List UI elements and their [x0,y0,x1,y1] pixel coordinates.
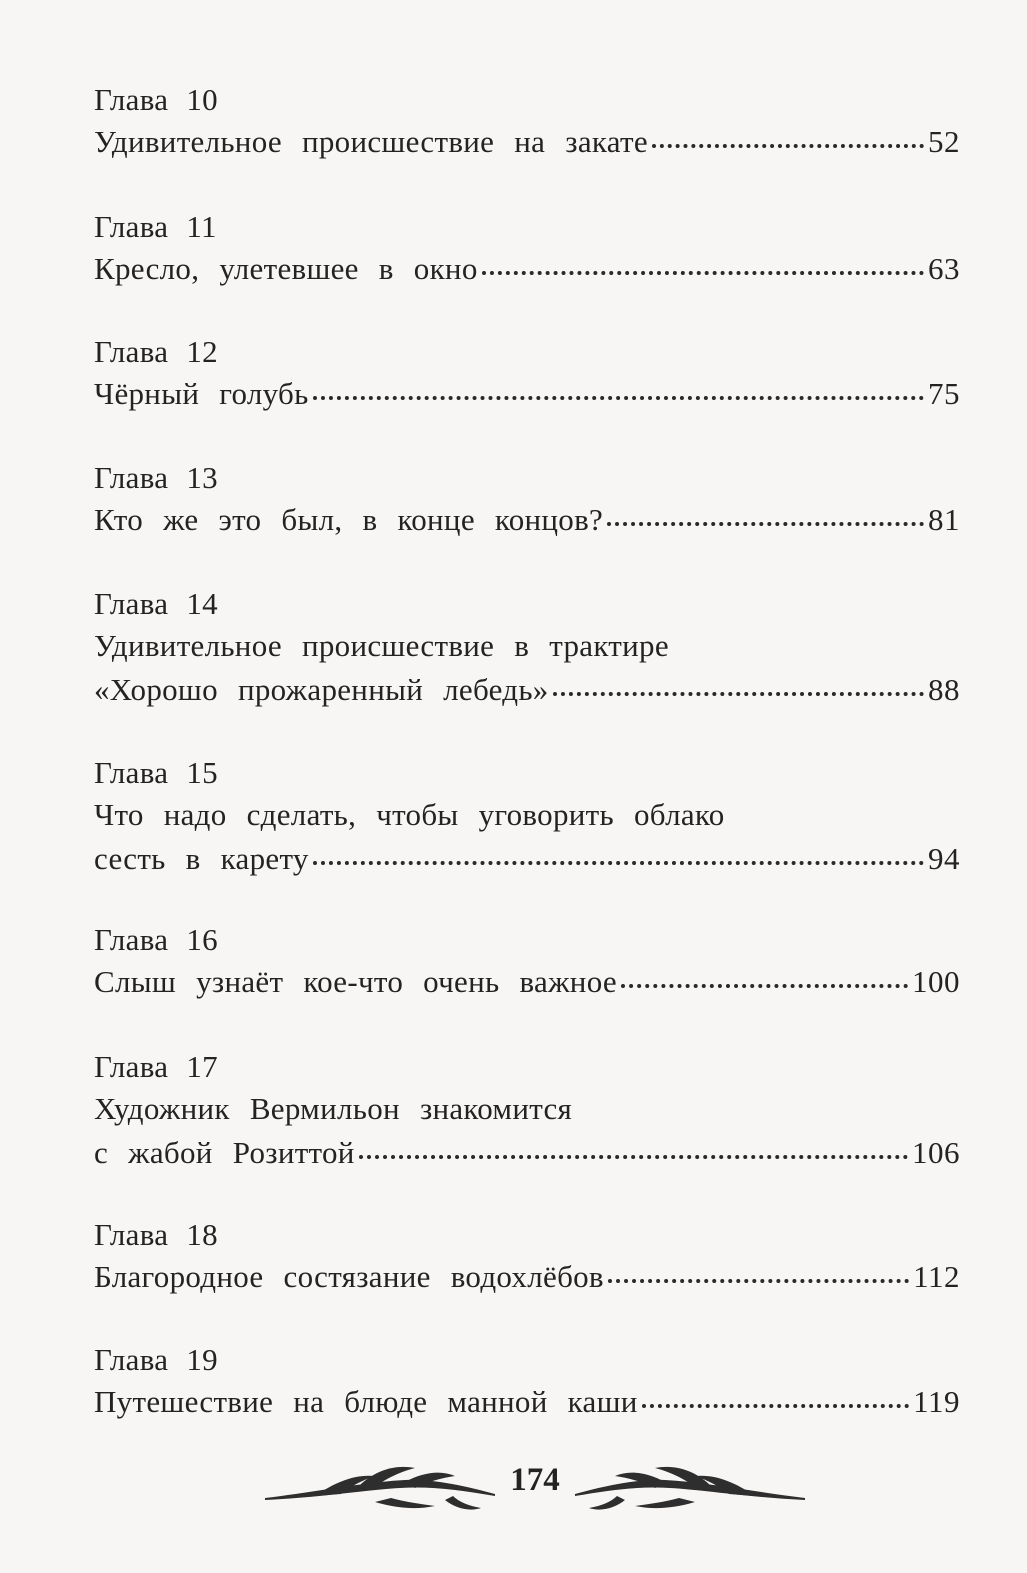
chapter-title: Удивительное происшествие на закате [94,124,648,159]
chapter-title: «Хорошо прожаренный лебедь» [94,672,549,707]
dot-leader [621,984,908,988]
chapter-title: Слыш узнаёт кое-что очень важное [94,964,617,999]
page-number: 174 [510,1462,560,1498]
toc-line[interactable] [94,1255,960,1299]
page-ref: 106 [912,1135,960,1170]
toc-line[interactable] [94,498,960,542]
toc-line[interactable] [94,120,960,164]
chapter-title: Кресло, улетевшее в окно [94,251,478,286]
chapter-title: Благородное состязание водохлёбов [94,1259,604,1294]
dot-leader [608,1279,909,1283]
chapter-heading: Глава 13 [94,460,218,495]
page-ref: 81 [928,502,960,537]
dot-leader [482,271,924,275]
chapter-heading: Глава 18 [94,1217,218,1252]
chapter-title-line: Удивительное происшествие в трактире [94,628,669,663]
dot-leader [313,861,924,865]
chapter-heading: Глава 16 [94,922,218,957]
toc-line[interactable] [94,372,960,416]
dot-leader [313,396,924,400]
page-ref: 94 [928,841,960,876]
toc-line[interactable] [94,1380,960,1424]
chapter-heading: Глава 14 [94,586,218,621]
page-ref: 63 [928,251,960,286]
chapter-heading: Глава 19 [94,1342,218,1377]
toc-line[interactable] [94,247,960,291]
page-ref: 75 [928,376,960,411]
chapter-title: Кто же это был, в конце концов? [94,502,604,537]
page-footer [255,1452,815,1522]
toc-line[interactable] [94,668,960,712]
chapter-heading: Глава 15 [94,755,218,790]
toc-entry-chapter-11 [94,207,960,291]
chapter-heading: Глава 11 [94,209,217,244]
chapter-title: сесть в карету [94,841,309,876]
page-ref: 112 [913,1259,960,1294]
chapter-title: Чёрный голубь [94,376,309,411]
chapter-title-line: Что надо сделать, чтобы уговорить облако [94,797,725,832]
page-ref: 88 [928,672,960,707]
chapter-heading: Глава 12 [94,334,218,369]
dot-leader [607,522,924,526]
toc-entry-chapter-18 [94,1215,960,1299]
chapter-heading: Глава 17 [94,1049,218,1084]
toc-entry-chapter-16 [94,920,960,1004]
toc-line[interactable] [94,960,960,1004]
toc-entry-chapter-15 [94,753,960,881]
dot-leader [652,144,924,148]
toc-entry-chapter-19 [94,1340,960,1424]
page-ref: 100 [912,964,960,999]
page-ref: 52 [928,124,960,159]
toc-entry-chapter-10 [94,80,960,164]
toc-entry-chapter-14 [94,584,960,712]
dot-leader [642,1404,909,1408]
dot-leader [553,692,924,696]
chapter-title: Путешествие на блюде манной каши [94,1384,638,1419]
page-ref: 119 [913,1384,960,1419]
toc-entry-chapter-13 [94,458,960,542]
dot-leader [359,1155,908,1159]
toc-line[interactable] [94,837,960,881]
chapter-title: с жабой Розиттой [94,1135,355,1170]
toc-entry-chapter-12 [94,332,960,416]
chapter-heading: Глава 10 [94,82,218,117]
chapter-title-line: Художник Вермильон знакомится [94,1091,573,1126]
toc-entry-chapter-17 [94,1047,960,1175]
toc-line[interactable] [94,1131,960,1175]
